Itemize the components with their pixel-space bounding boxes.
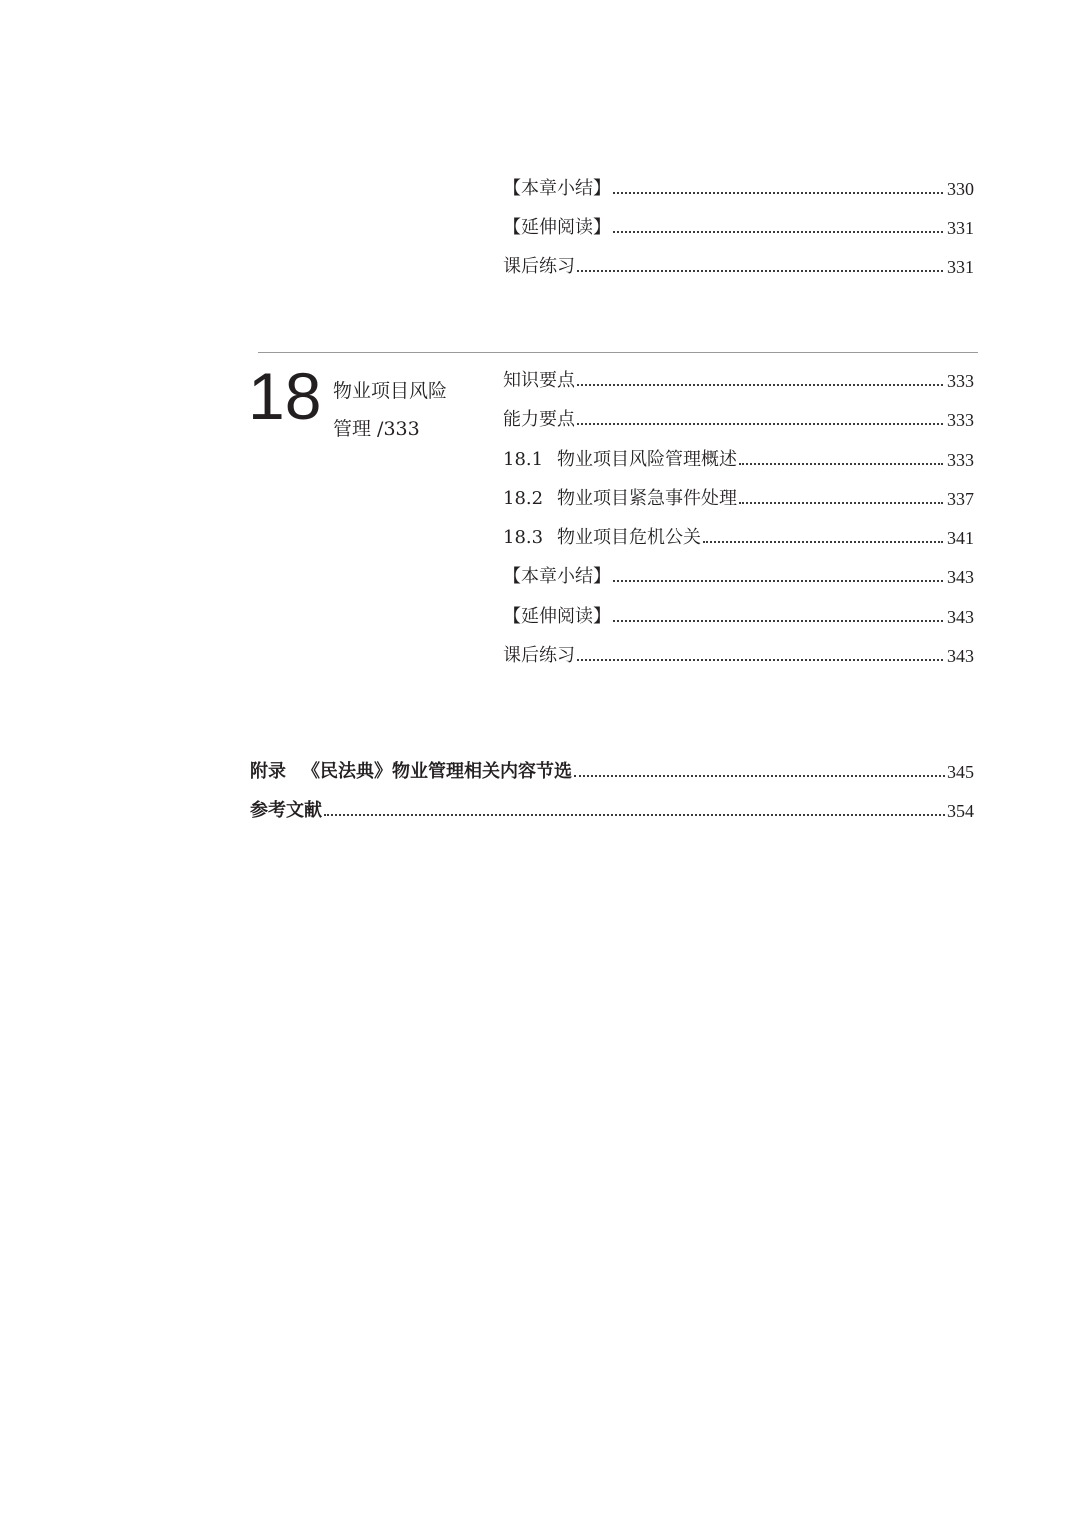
references-page: 354 [947,801,974,821]
appendix-prefix: 附录 [250,761,286,782]
dot-leader [739,463,943,465]
toc-entry-page: 343 [947,607,974,627]
toc-entry[interactable] [503,519,974,549]
section-title: 物业项目风险管理概述 [557,449,737,470]
chapter-divider [258,352,978,353]
toc-entry[interactable] [503,401,974,431]
toc-entry-label [503,527,701,549]
dot-leader [613,192,943,194]
toc-entry[interactable] [503,480,974,510]
references-entry[interactable] [250,792,974,822]
toc-entry[interactable] [503,558,974,588]
toc-entry-label: 课后练习 [503,645,575,666]
section-title: 物业项目紧急事件处理 [557,488,737,509]
toc-entry[interactable] [503,170,974,200]
toc-entry-page: 331 [947,257,974,277]
toc-entry-label: 知识要点 [503,370,575,391]
toc-entry-page: 337 [947,489,974,509]
toc-entry-page: 343 [947,646,974,666]
toc-entry[interactable] [503,598,974,628]
dot-leader [324,814,945,816]
appendix-page: 345 [947,762,974,782]
toc-entry[interactable] [503,248,974,278]
toc-entry-label: 【延伸阅读】 [503,217,611,238]
dot-leader [577,270,943,272]
toc-entry-page: 343 [947,567,974,587]
chapter-number: 18 [248,359,322,433]
section-title: 物业项目危机公关 [557,527,701,548]
toc-entry-label: 【本章小结】 [503,178,611,199]
section-number: 18.3 [503,527,544,548]
toc-entry-label: 【延伸阅读】 [503,606,611,627]
references-label: 参考文献 [250,800,322,821]
toc-entry-page: 333 [947,371,974,391]
toc-entry-page: 330 [947,179,974,199]
toc-entry[interactable] [503,209,974,239]
toc-entry-label: 能力要点 [503,409,575,430]
dot-leader [613,580,943,582]
section-number: 18.1 [503,449,544,470]
dot-leader [613,620,943,622]
chapter-title[interactable] [333,372,483,448]
toc-entry-label [503,488,737,510]
chapter-title-line2: 管理 /333 [333,418,420,440]
dot-leader [574,775,945,777]
dot-leader [739,502,943,504]
appendix-title: 《民法典》物业管理相关内容节选 [302,761,572,782]
dot-leader [577,659,943,661]
toc-entry-page: 333 [947,410,974,430]
toc-entry[interactable] [503,362,974,392]
toc-entry-page: 331 [947,218,974,238]
toc-entry[interactable] [503,637,974,667]
toc-entry-label [503,449,737,471]
appendix-entry[interactable] [250,753,974,783]
appendix-label [250,761,572,783]
toc-entry-page: 333 [947,450,974,470]
toc-entry-label: 【本章小结】 [503,566,611,587]
dot-leader [577,384,943,386]
toc-entry[interactable] [503,441,974,471]
dot-leader [703,541,943,543]
dot-leader [613,231,943,233]
chapter-title-line1: 物业项目风险 [333,380,448,402]
section-number: 18.2 [503,488,544,509]
toc-entry-label: 课后练习 [503,256,575,277]
dot-leader [577,423,943,425]
toc-entry-page: 341 [947,528,974,548]
